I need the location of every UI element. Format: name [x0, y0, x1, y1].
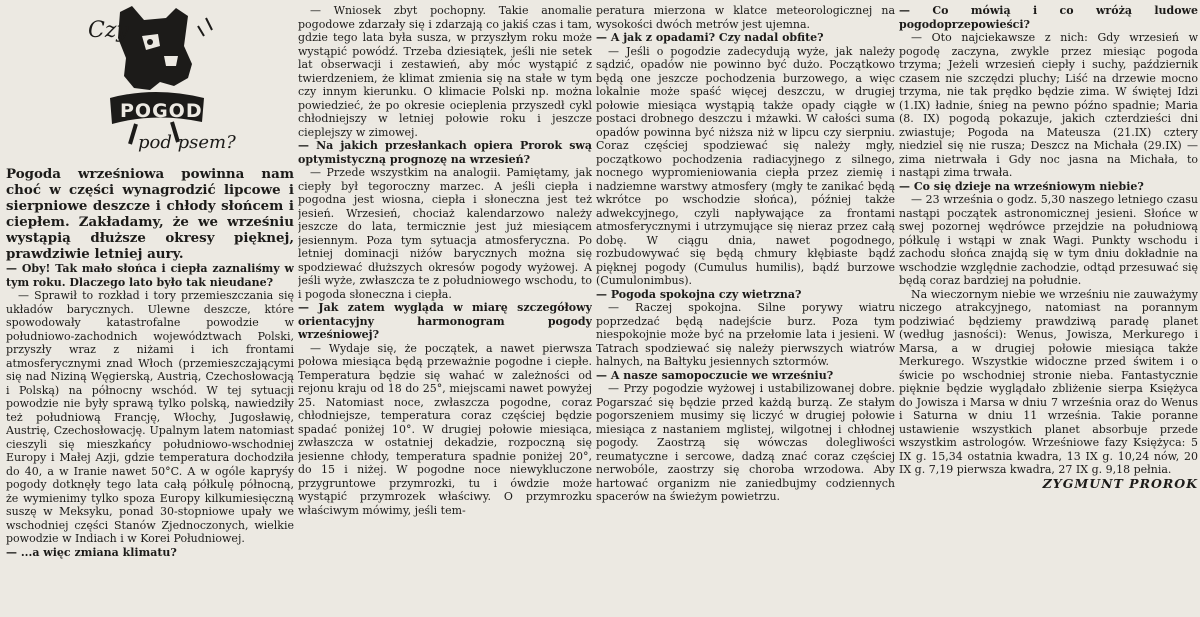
question-5: — A jak z opadami? Czy nadal obfite? [596, 31, 824, 44]
author-signature: ZYGMUNT PROROK [1042, 475, 1198, 491]
column-1-text [6, 262, 294, 559]
question-7: — A nasze samopoczucie we wrześniu? [596, 368, 834, 382]
question-9: — Co się dzieje na wrześniowym niebie? [899, 179, 1144, 193]
answer-4-continued: peratura mierzona w klatce meteorologicznej na wysokości dwóch metrów jest ujemna. [596, 4, 895, 31]
logo-word-pod-psem: pod psem? [138, 132, 236, 153]
answer-3: — Przede wszystkim na analogii. Pamiętamy, jak ciepły był tegoroczny marzec. A jeśli ciepła i pogodna jest wiosna, ciepła i słoneczna jest też jesień. Wrzesień, chociaż kalendarzowo należy jeszcze do lata, termicznie jest już miesiącem jesiennym. Poza tym sytuacja atmosferyczna. Po letniej dominacji niżów barycznych można się spodziewać dłuższych okresów pogody wyżowej. A jeśli wyże, zwłaszcza te z południowego wschodu, to i pogoda słoneczna i ciepła. [298, 166, 592, 301]
logo-word-czy: Czy [88, 18, 129, 43]
column-4 [899, 4, 1198, 617]
title-logo [6, 4, 294, 164]
answer-7: — Przy pogodzie wyżowej i ustabilizowanej dobre. Pogarszać się będzie przed każdą burzą. Ze stałym pogorszeniem musimy się liczyć w drugiej połowie miesiąca z nastaniem mglistej, wilgotnej i chłodnej pogody. Zaostrzą się wówczas dolegliwości reumatyczne i sercowe, dadzą znać coraz częściej nerwobóle, zaostrzy się choroba wrzodowa. Aby hartować organizm nie zaniedbujmy codziennych spacerów na świeżym powietrzu. [596, 382, 895, 503]
question-4: — Jak zatem wygląda w miarę szczegółowy orientacyjny harmonogram pogody wrześniowej? [298, 301, 592, 341]
column-2 [298, 4, 592, 617]
question-3: — Na jakich przesłankach opiera Prorok swą optymistyczną prognozę na wrzesień? [298, 139, 592, 166]
column-3 [596, 4, 895, 617]
answer-1: — Sprawił to rozkład i tory przemieszczania się układów barycznych. Ulewne deszcze, które spowodowały katastrofalne powodzie w południowo-zachodnich województwach Polski, przyszły wraz z niżami i ich frontami atmosferycznymi znad Włoch (przemieszczającymi się nad Niziną Węgierską, Austrią, Czechosłowacją i Polską) na północny wschód. W tej sytuacji powodzie nie były sprawą tylko polską, nawiedziły też południową Francję, Włochy, Jugosławię, Austrię, Czechosłowację. Upalnym latem natomiast cieszyli się mieszkańcy południowo-wschodniej Europy i Małej Azji, gdzie temperatura dochodziła do 40, a w Iranie nawet 50°C. A w ogóle kapryśy pogody dotknęły tego lata całą półkulę północną, że wymienimy tylko spoza Europy kilkumiesięczną suszę w Meksyku, ponad 30-stopniowe upały we wschodniej części Stanów Zjednoczonych, wielkie powodzie w Indiach i w Korei Południowej. [6, 289, 294, 545]
answer-9-continued: Na wieczornym niebie we wrześniu nie zauważymy niczego atrakcyjnego, natomiast na porannym podziwiać będziemy prawdziwą paradę planet (według jasności): Wenus, Jowisza, Merkurego i Marsa, a w drugiej połowie miesiąca także Merkurego. Wszystkie widoczne przed świtem i o świcie po wschodniej stronie nieba. Fantastycznie pięknie będzie wyglądało zbliżenie sierpa Księżyca do Jowisza i Marsa w dniu 7 września oraz do Wenus i Saturna w dniu 11 września. Takie poranne ustawienie wszystkich planet absorbuje przede wszystkim astrologów. Wrześniowe fazy Księżyca: 5 IX g. 15,34 ostatnia kwadra, 13 IX g. 10,24 nów, 20 IX g. 7,19 pierwsza kwadra, 27 IX g. 9,18 pełnia. [899, 287, 1198, 476]
question-6: — Pogoda spokojna czy wietrzna? [596, 287, 802, 301]
answer-8: — Oto najciekawsze z nich: Gdy wrzesień w pogodę zaczyna, zwykle przez miesiąc pogoda trzyma; Jeżeli wrzesień ciepły i suchy, październik czasem nie szczędzi pluchy; Liść na drzewie mocno trzyma, nie tak prędko będzie zima. W świętej Idzi (1.IX) ładnie, śnieg na pewno późno spadnie; Maria (8. IX) pogodą pokazuje, jakich czterdzieści dni zwiastuje; Pogoda na Mateusza (21.IX) cztery niedziel się nie rusza; Deszcz na Michała (29.IX) — zima nietrwała i Gdy noc jasna na Michała, to nastąpi zima trwała. [899, 31, 1198, 179]
answer-5: — Jeśli o pogodzie zadecydują wyże, jak należy sądzić, opadów nie powinno być dużo. Początkowo będą one jeszcze pochodzenia burzowego, a więc lokalnie może spaść więcej deszczu, w drugiej połowie miesiąca wystąpią także opady ciągłe w postaci drobnego deszczu i mżawki. W całości suma opadów powinna być niższa niż w lipcu czy sierpniu. Coraz częściej spodziewać się należy mgły, początkowo pochodzenia radiacyjnego z silnego, nocnego wypromieniowania ciepła przez ziemię i nadziemne warstwy atmosfery (mgły te zanikać będą wkrótce po wschodzie słońca), później także adwekcyjnego, czyli napływające za frontami atmosferycznymi i utrzymujące się nieraz przez całą dobę. W ciągu dnia, nawet pogodnego, rozbudowywać się będą chmury kłębiaste bądź pięknej pogody (Cumulus humilis), bądź burzowe (Cumulonimbus). [596, 44, 895, 287]
article-lede: Pogoda wrześniowa powinna nam choć w części wynagrodzić lipcowe i sierpniowe deszcze i chłody słońcem i ciepłem. Zakładamy, że we wrześniu wystąpią dłuższe okresy pięknej, prawdziwie letniej aury. [6, 166, 294, 262]
column-1 [6, 4, 294, 617]
answer-4: — Wydaje się, że początek, a nawet pierwsza połowa miesiąca będą przeważnie pogodne i ciepłe. Temperatura będzie się wahać w zależności od rejonu kraju od 18 do 25°, miejscami nawet powyżej 25. Natomiast noce, zwłaszcza pogodne, coraz chłodniejsze, temperatura coraz częściej będzie spadać poniżej 10°. W drugiej połowie miesiąca, zwłaszcza w ostatniej dekadzie, rozpoczną się jesienne chłody, temperatura spadnie poniżej 20°, do 15 i niżej. W pogodne noce niewykluczone przygruntowe przymrozki, tu i ówdzie może wystąpić przymrozek właściwy. O przymrozku właściwym mówimy, jeśli tem- [298, 341, 592, 517]
question-2: — ...a więc zmiana klimatu? [6, 545, 177, 559]
answer-9: — 23 września o godz. 5,30 naszego letniego czasu nastąpi początek astronomicznej jesieni. Słońce w swej pozornej wędrówce przejdzie na południową półkulę i wstąpi w znak Wagi. Punkty wschodu i zachodu słońca znajdą się w tym dniu dokładnie na wschodzie względnie zachodzie, odtąd przesuwać się będą coraz bardziej na południe. [899, 193, 1198, 287]
question-1: — Oby! Tak mało słońca i ciepła zaznaliśmy w tym roku. Dlaczego lato było tak nieudane? [6, 262, 294, 289]
answer-6: — Raczej spokojna. Silne porywy wiatru poprzedzać będą nadejście burz. Poza tym niespokojnie może być na przełomie lata i jesieni. W Tatrach spodziewać się należy pierwszych wiatrów halnych, na Bałtyku jesiennych sztormów. [596, 301, 895, 368]
logo-word-pogoda: POGODA [120, 100, 219, 122]
answer-2: — Wniosek zbyt pochopny. Takie anomalie pogodowe zdarzały się i zdarzają co jakiś czas i tam, gdzie tego lata była susza, w przyszłym roku może wystąpić powódź. Trzeba dziesiątek, jeśli nie setek lat obserwacji i zestawień, aby móc wystąpić z twierdzeniem, że klimat zmienia się na stałe w tym czy innym kierunku. O klimacie Polski np. można powiedzieć, że po okresie ocieplenia przyszedł cykl chłodniejszy w letniej połowie roku i jeszcze cieplejszy w zimowej. [298, 4, 592, 139]
question-8: — Co mówią i co wróżą ludowe pogodoprzepowieści? [899, 4, 1198, 31]
